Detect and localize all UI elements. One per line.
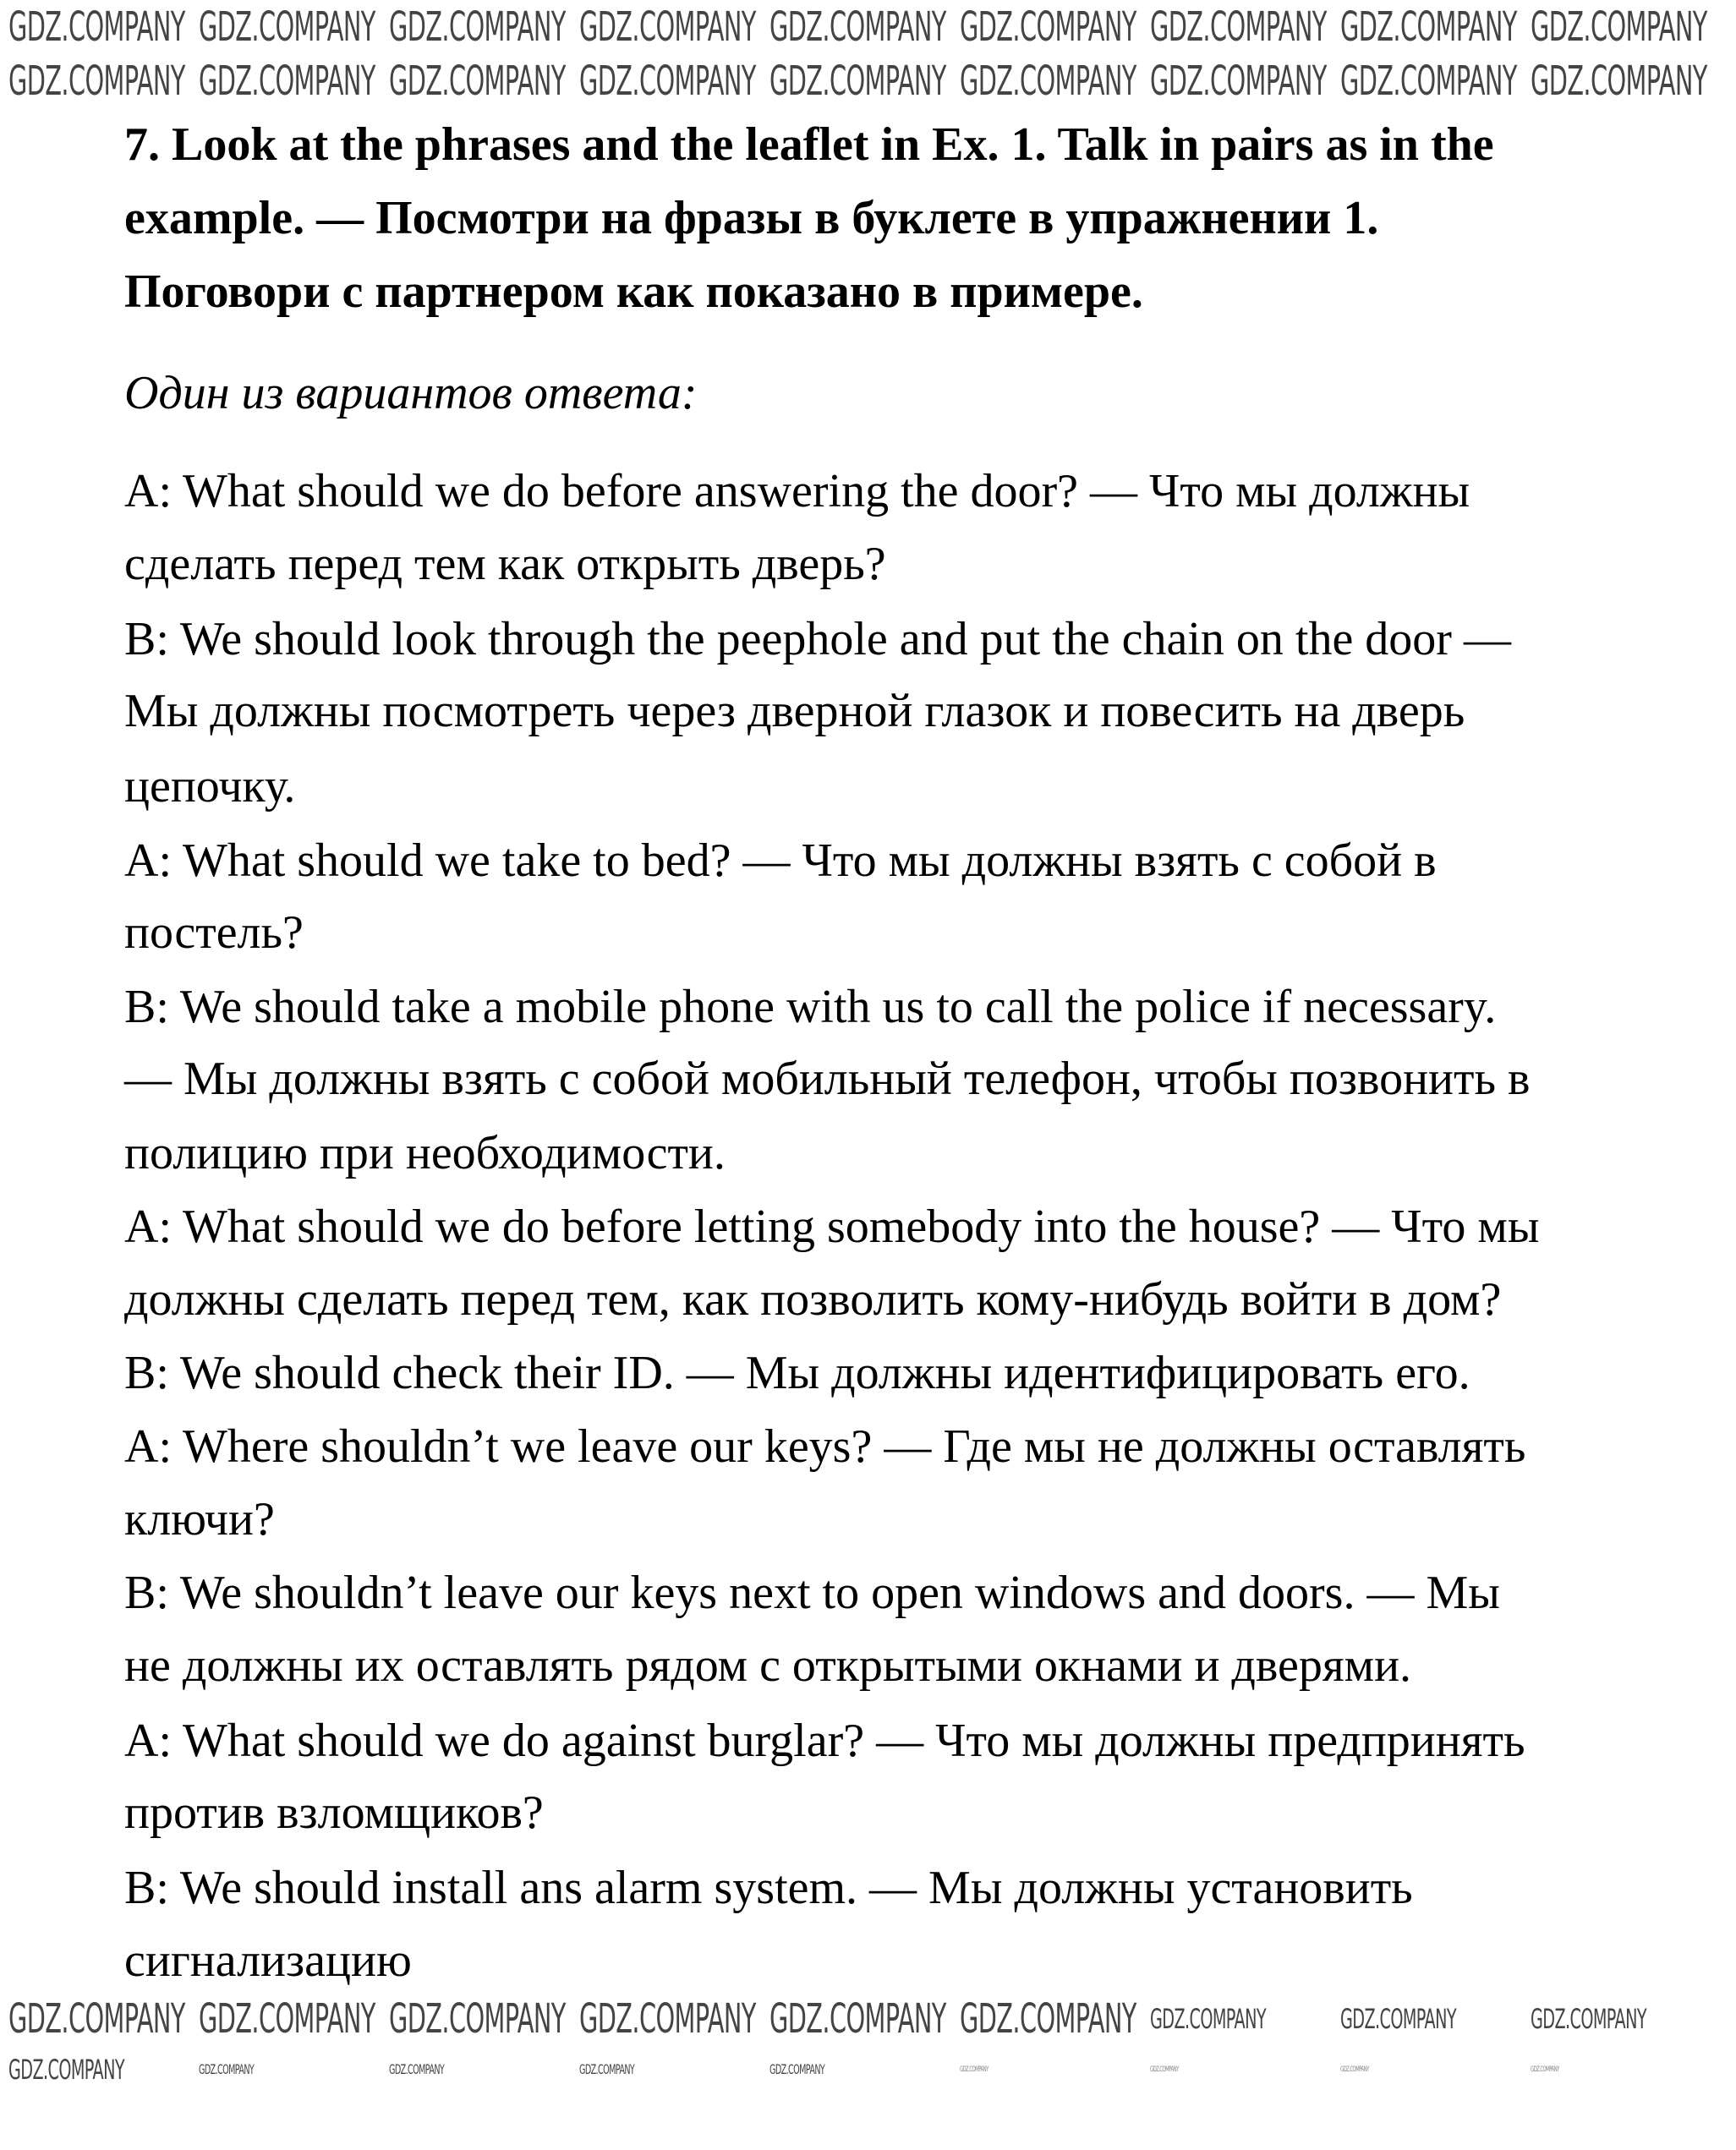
exercise-heading-line: 7. Look at the phrases and the leaflet in Ex. 1. Talk in pairs as in the <box>124 118 1494 171</box>
dialogue-line: ключи? <box>124 1492 275 1545</box>
watermark: GDZ.COMPANY <box>389 3 566 51</box>
watermark: GDZ.COMPANY <box>1340 57 1517 105</box>
exercise-heading-line: Поговори с партнером как показано в примере. <box>124 265 1143 319</box>
dialogue-line: B: We should check their ID. — Мы должны идентифицировать его. <box>124 1346 1470 1399</box>
dialogue-line: A: What should we take to bed? — Что мы должны взять с собой в <box>124 834 1437 887</box>
dialogue-line: постель? <box>124 906 304 960</box>
watermark: GDZ.COMPANY <box>1531 57 1707 105</box>
watermark: GDZ.COMPANY <box>1340 3 1517 51</box>
dialogue-line: B: We should install ans alarm system. — Мы должны установить <box>124 1862 1413 1915</box>
dialogue-line: не должны их оставлять рядом с открытыми окнами и дверями. <box>124 1638 1412 1692</box>
dialogue-line: B: We shouldn’t leave our keys next to open windows and doors. — Мы <box>124 1567 1500 1620</box>
dialogue-line: полицию при необходимости. <box>124 1126 726 1179</box>
watermark: GDZ.COMPANY <box>769 2061 825 2077</box>
watermark: GDZ.COMPANY <box>1150 2003 1266 2035</box>
watermark: GDZ.COMPANY <box>8 3 185 51</box>
watermark: GDZ.COMPANY <box>389 1995 566 2043</box>
watermark: GDZ.COMPANY <box>1531 2065 1559 2074</box>
dialogue-line: A: What should we do before letting somebody into the house? — Что мы <box>124 1200 1540 1253</box>
watermark: GDZ.COMPANY <box>199 3 375 51</box>
dialogue-line: A: What should we do against burglar? — Что мы должны предпринять <box>124 1714 1525 1767</box>
watermark: GDZ.COMPANY <box>1150 57 1327 105</box>
watermark: GDZ.COMPANY <box>579 57 756 105</box>
dialogue-line: — Мы должны взять с собой мобильный телефон, чтобы позвонить в <box>124 1053 1531 1106</box>
dialogue-line: должны сделать перед тем, как позволить кому-нибудь войти в дом? <box>124 1272 1502 1326</box>
watermark: GDZ.COMPANY <box>8 1995 185 2043</box>
watermark: GDZ.COMPANY <box>389 2061 445 2077</box>
watermark: GDZ.COMPANY <box>1340 2003 1456 2035</box>
watermark: GDZ.COMPANY <box>1340 2065 1369 2074</box>
watermark: GDZ.COMPANY <box>1531 3 1707 51</box>
watermark: GDZ.COMPANY <box>199 2061 255 2077</box>
watermark: GDZ.COMPANY <box>579 1995 756 2043</box>
watermark: GDZ.COMPANY <box>199 57 375 105</box>
dialogue-line: B: We should look through the peephole and put the chain on the door — <box>124 612 1511 665</box>
watermark: GDZ.COMPANY <box>8 2054 124 2086</box>
watermark: GDZ.COMPANY <box>960 2065 988 2074</box>
dialogue-line: цепочку. <box>124 760 296 813</box>
watermark: GDZ.COMPANY <box>389 57 566 105</box>
exercise-heading-line: example. — Посмотри на фразы в буклете в упражнении 1. <box>124 191 1379 244</box>
watermark: GDZ.COMPANY <box>1150 2065 1179 2074</box>
watermark: GDZ.COMPANY <box>769 57 946 105</box>
watermark: GDZ.COMPANY <box>769 1995 946 2043</box>
watermark: GDZ.COMPANY <box>8 57 185 105</box>
dialogue-line: против взломщиков? <box>124 1786 544 1840</box>
watermark: GDZ.COMPANY <box>960 3 1136 51</box>
dialogue-line: A: Where shouldn’t we leave our keys? — Где мы не должны оставлять <box>124 1420 1526 1474</box>
answer-label: Один из вариантов ответа: <box>124 366 698 419</box>
dialogue-line: сигнализацию <box>124 1934 412 1987</box>
dialogue-line: B: We should take a mobile phone with us to call the police if necessary. <box>124 980 1497 1033</box>
dialogue-line: сделать перед тем как открыть дверь? <box>124 537 886 590</box>
dialogue-line: A: What should we do before answering the door? — Что мы должны <box>124 465 1470 518</box>
watermark: GDZ.COMPANY <box>769 3 946 51</box>
watermark: GDZ.COMPANY <box>960 57 1136 105</box>
watermark: GDZ.COMPANY <box>960 1995 1136 2043</box>
watermark: GDZ.COMPANY <box>579 2061 635 2077</box>
dialogue-line: Мы должны посмотреть через дверной глазок и повесить на дверь <box>124 685 1465 738</box>
watermark: GDZ.COMPANY <box>1531 2003 1646 2035</box>
watermark: GDZ.COMPANY <box>579 3 756 51</box>
watermark: GDZ.COMPANY <box>199 1995 375 2043</box>
watermark: GDZ.COMPANY <box>1150 3 1327 51</box>
